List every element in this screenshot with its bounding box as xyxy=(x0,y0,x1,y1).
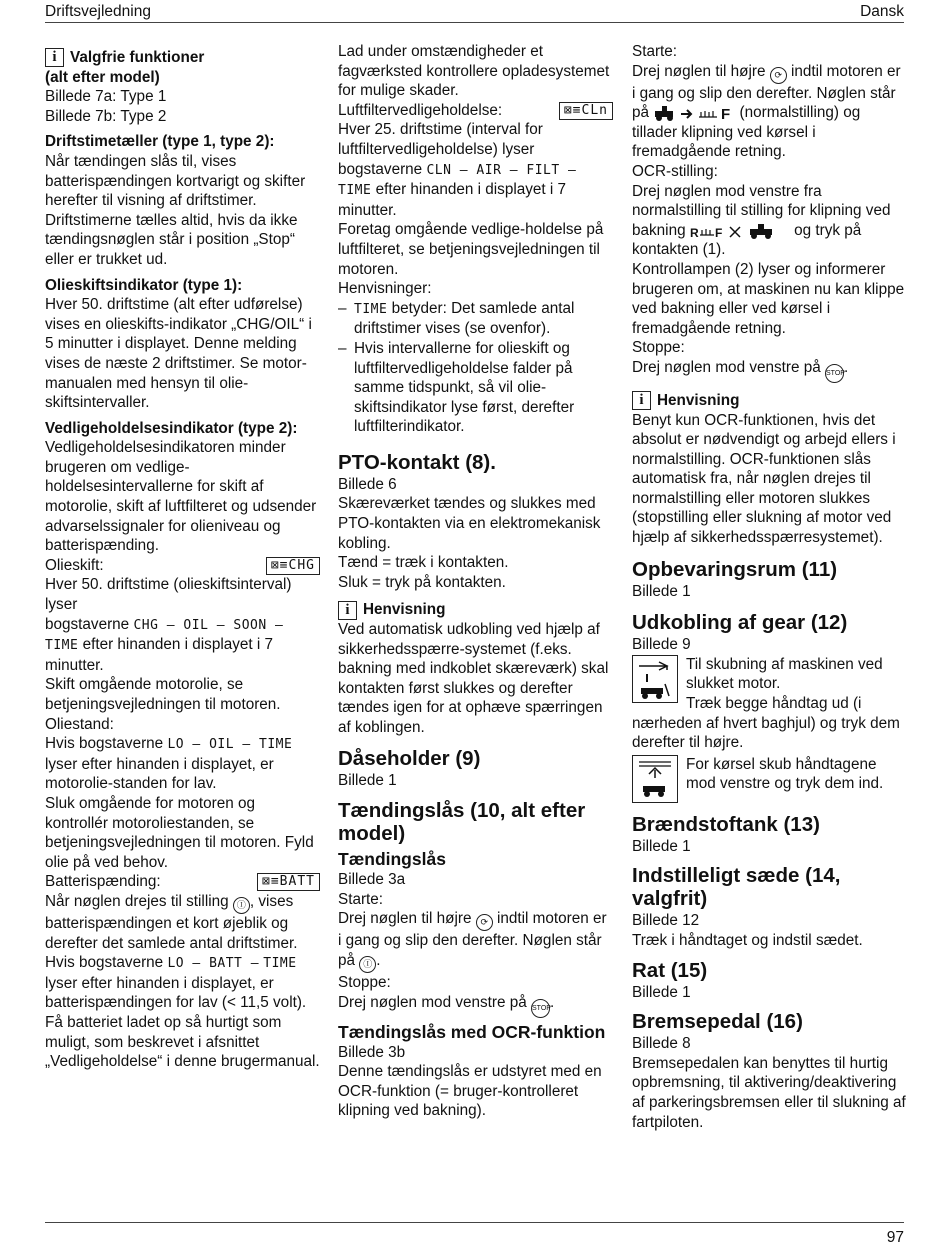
stop-label: Stoppe: xyxy=(632,339,685,357)
lcd-chg-icon: ⊠≡CHG xyxy=(266,557,320,575)
paragraph: Kontrollampen (2) lyser og informerer brugeren om, at maskinen nu kan klippe ved bakning eller ved kørsel i fremadgående retning. xyxy=(632,260,905,337)
paragraph: Træk begge håndtag ud (i nærheden af hvert baghjul) og tryk dem derefter til højre. xyxy=(632,695,900,752)
ocr-label: OCR-stilling: xyxy=(632,162,718,180)
seat-heading: Indstilleligt sæde (14, valgfrit) xyxy=(632,864,841,911)
stop-icon: STOP xyxy=(825,364,844,383)
ignition-subheading: Tændingslås xyxy=(338,849,446,870)
paragraph: Driftstimerne tælles altid, hvis da ikke tændingsnøglen står i position „Stop“ eller er trukket ud. xyxy=(45,211,298,268)
start-label: Starte: xyxy=(632,43,678,60)
segment-text: TIME xyxy=(45,638,79,654)
svg-text:R: R xyxy=(689,225,699,239)
pto-heading: PTO-kontakt (8). xyxy=(338,450,496,474)
hints-label: Henvisninger: xyxy=(338,280,432,298)
mower-forward-icon xyxy=(653,105,735,121)
header-language: Dansk xyxy=(860,3,904,20)
lcd-cln-icon: ⊠≡CLn xyxy=(559,102,613,120)
lcd-batt-icon: ⊠≡BATT xyxy=(257,873,320,891)
paragraph: Træk i håndtaget og indstil sædet. xyxy=(632,932,863,949)
key-position-icon: Ⓘ xyxy=(233,897,250,914)
paragraph: Sluk = tryk på kontakten. xyxy=(338,573,506,591)
gear-heading: Udkobling af gear (12) xyxy=(632,611,848,635)
footer-rule xyxy=(45,1222,904,1223)
paragraph: Sluk omgående for motoren og kontrollér motoroliestanden, se betjeningsvejledningen til motoren. Fyld olie på ved behov. xyxy=(45,794,314,871)
maintenance-heading: Vedligeholdelsesindikator (type 2): xyxy=(45,419,298,437)
paragraph: For kørsel skub håndtagene mod venstre og tryk dem ind. xyxy=(686,755,884,793)
info-icon: i xyxy=(45,48,64,67)
storage-heading: Opbevaringsrum (11) xyxy=(632,557,838,581)
drive-lever-icon xyxy=(632,755,678,803)
paragraph: Når tændingen slås til, vises batterispændingen kortvarigt og skifter herefter til visning af driftstimer. xyxy=(45,152,306,210)
fig-ref: Billede 1 xyxy=(632,837,691,855)
key-position-icon: Ⓘ xyxy=(359,956,376,973)
stop-label: Stoppe: xyxy=(338,973,391,991)
key-turn-icon: ⟳ xyxy=(770,67,787,84)
air-filter-label: ⊠≡CLn Luftfiltervedligeholdelse: xyxy=(338,101,613,121)
fig-ref: Billede 12 xyxy=(632,912,700,930)
fig-ref: Billede 3a xyxy=(338,871,406,889)
paragraph: Denne tændingslås er udstyret med en OCR-funktion (= bruger-kontrolleret klipning ved bakning). xyxy=(338,1063,602,1120)
paragraph: Skæreværket tændes og slukkes med PTO-kontakten via en elektromekanisk kobling. xyxy=(338,495,601,552)
fig-ref: Billede 1 xyxy=(632,983,691,1001)
ignition-heading: Tændingslås (10, alt efter model) xyxy=(338,799,586,846)
svg-text:F: F xyxy=(714,225,723,239)
paragraph: Tænd = træk i kontakten. xyxy=(338,554,509,572)
fig-ref: Billede 7b: Type 2 xyxy=(45,107,167,125)
paragraph: Lad under omstændigheder et fagværksted kontrollere opladesystemet for mulige skader. xyxy=(338,43,610,100)
gear-push-block xyxy=(632,655,907,753)
key-turn-icon: ⟳ xyxy=(476,914,493,931)
start-label: Starte: xyxy=(338,890,384,908)
mower-reverse-icon xyxy=(690,223,790,239)
stop-icon: STOP xyxy=(531,999,550,1018)
optional-sub: (alt efter model) xyxy=(45,68,160,86)
segment-text: LO – BATT – xyxy=(167,956,260,972)
gear-drive-block xyxy=(632,755,907,805)
optional-features-heading: i Valgfrie funktioner xyxy=(45,48,320,68)
fig-ref: Billede 1 xyxy=(338,771,397,789)
svg-text:F: F xyxy=(721,106,731,122)
paragraph: Hver 25. driftstime (interval for luftfiltervedligeholdelse) lyser bogstaverne CLN – AIR – FILT – TIME efter hinanden i displayet i 7 minutter. xyxy=(338,121,577,219)
paragraph: Få batteriet ladet op så hurtigt som muligt, som beskrevet i afsnittet „Vedligeholdelse“ i denne brugermanual. xyxy=(45,1013,320,1071)
segment-text: CHG – OIL – SOON – xyxy=(133,617,284,633)
can-holder-heading: Dåseholder (9) xyxy=(338,746,481,770)
paragraph: Ved automatisk udkobling ved hjælp af sikkerhedsspærre-systemet (f.eks. bakning med indkoblet skæreværk) skal kontakten først slukkes og derefter tændes igen for at ophæve spærringen af koblingen. xyxy=(338,621,609,736)
paragraph: Drej nøglen til højre ⟳ indtil motoren er i gang og slip den derefter. Nøglen står på Ⓘ . xyxy=(338,909,613,973)
paragraph: Hvis bogstaverne LO – OIL – TIME lyser efter hinanden i displayet, er motorolie-standen for lav. xyxy=(45,735,293,793)
info-icon: i xyxy=(632,391,651,410)
column-2 xyxy=(338,42,613,1121)
fuel-tank-heading: Brændstoftank (13) xyxy=(632,812,820,836)
paragraph: Når nøglen drejes til stilling Ⓘ , vises batterispændingen et kort øjeblik og derefter det samlede antal driftstimer. xyxy=(45,892,298,952)
ocr-subheading: Tændingslås med OCR-funktion xyxy=(338,1021,606,1042)
fig-ref: Billede 8 xyxy=(632,1035,691,1053)
segment-text: LO – OIL – TIME xyxy=(167,737,293,753)
note-heading: i Henvisning xyxy=(338,600,613,620)
segment-text: CLN – AIR – FILT – xyxy=(426,162,577,178)
paragraph: Bremsepedalen kan benyttes til hurtig opbremsning, til aktivering/deaktivering af parkeringsbremsen eller til slukning af fartpiloten. xyxy=(632,1054,906,1131)
fig-ref: Billede 1 xyxy=(632,582,691,600)
paragraph: Benyt kun OCR-funktionen, hvis det absolut er nødvendigt og arbejd ellers i normalstilling. OCR-funktionen slås automatisk fra, når nøglen drejes til normalstilling eller motoren slukkes (stopstilling eller slukning af motor ved hjælp af sikkerhedsspærresystemet). xyxy=(632,411,896,547)
list-item: – TIME betyder: Det samlede antal driftstimer vises (se ovenfor). xyxy=(338,299,575,338)
push-mower-icon xyxy=(632,655,678,703)
segment-text: TIME xyxy=(263,956,297,972)
oil-change-label: ⊠≡CHG Olieskift: xyxy=(45,556,320,576)
segment-text: TIME xyxy=(338,183,372,199)
fig-ref: Billede 7a: Type 1 xyxy=(45,88,167,106)
brake-pedal-heading: Bremsepedal (16) xyxy=(632,1010,803,1034)
paragraph: Drej nøglen mod venstre fra normalstilling til stilling for klipning ved bakning R F og tryk på kontakten (1). xyxy=(632,182,891,259)
fig-ref: Billede 6 xyxy=(338,475,397,493)
oil-level-label: Oliestand: xyxy=(45,715,114,733)
paragraph: bogstaverne CHG – OIL – SOON – TIME efter hinanden i displayet i 7 minutter. xyxy=(45,615,284,674)
paragraph: Drej nøglen til højre ⟳ indtil motoren er i gang og slip den derefter. Nøglen står på F (normalstilling) og tillader klipning ved kørsel i fremadgående retning. xyxy=(632,62,901,161)
note-heading: i Henvisning xyxy=(632,391,907,411)
paragraph: Vedligeholdelsesindikatoren minder brugeren om vedlige-holdelsesintervallerne for skift af motorolie, skift af luftfilteret og udsender advarselssignaler for olieniveau og batterispænding. xyxy=(45,439,317,555)
oil-indicator-heading: Olieskiftsindikator (type 1): xyxy=(45,276,243,294)
paragraph: Til skubning af maskinen ved slukket motor. xyxy=(686,655,883,693)
fig-ref: Billede 3b xyxy=(338,1043,406,1061)
paragraph: Hvis bogstaverne LO – BATT – TIME lyser efter hinanden i displayet, er batterispændingen for lav (< 11,5 volt). xyxy=(45,954,307,1012)
column-3 xyxy=(632,42,907,1132)
header-rule xyxy=(45,22,904,23)
paragraph: Drej nøglen mod venstre på STOP. xyxy=(338,993,613,1018)
hours-heading: Driftstimetæller (type 1, type 2): xyxy=(45,133,275,151)
steering-wheel-heading: Rat (15) xyxy=(632,958,708,982)
page-number: 97 xyxy=(886,1229,904,1246)
fig-ref: Billede 9 xyxy=(632,636,691,654)
header-title: Driftsvejledning xyxy=(45,3,151,20)
list-item: – Hvis intervallerne for olieskift og luftfiltervedligeholdelse falder på samme tidspunkt, så vil olie-skiftsindikator lyse først, derefter luftfilterindikator. xyxy=(338,339,575,436)
paragraph: Foretag omgående vedlige-holdelse på luftfilteret, se betjeningsvejledningen til motoren. xyxy=(338,221,604,278)
info-icon: i xyxy=(338,601,357,620)
column-1 xyxy=(45,42,320,1072)
battery-label: ⊠≡BATT Batterispænding: xyxy=(45,872,320,892)
paragraph: Drej nøglen mod venstre på STOP. xyxy=(632,358,907,383)
paragraph: Skift omgående motorolie, se betjeningsvejledningen til motoren. xyxy=(45,676,281,713)
paragraph: Hver 50. driftstime (olieskiftsinterval) lyser xyxy=(45,576,292,614)
paragraph: Hver 50. driftstime (alt efter udførelse) vises en olieskifts-indikator „CHG/OIL“ i 5 minutter i displayet. Denne melding vises de næste 2 driftstimer. Se motor-manualen med hensyn til olie-skiftsintervaller. xyxy=(45,296,312,412)
